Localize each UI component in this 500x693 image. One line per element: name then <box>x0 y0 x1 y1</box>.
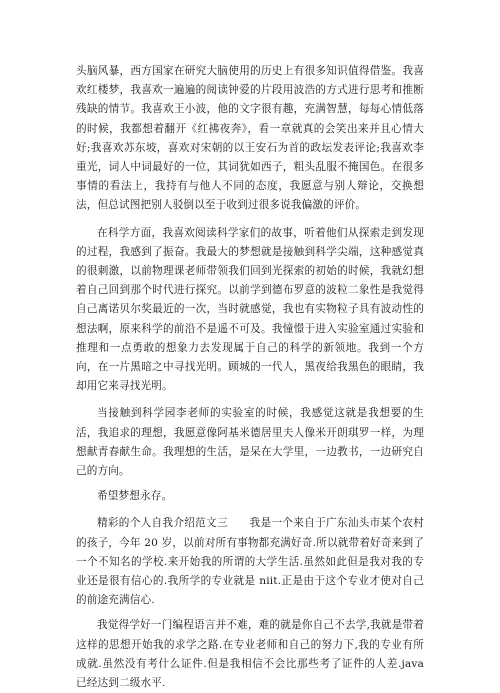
paragraph-programming: 我觉得学好一门编程语言并不难，难的就是你自己不去学,我就是带着这样的思想开始我的求学之路.在专业老师和自己的努力下,我的专业有所成就.虽然没有考什么证件.但是我相信不会比那些考了证件的人差.java 已经达到二级水平. <box>76 619 428 690</box>
paragraph-sample-three-intro: 精彩的个人自我介绍范文三 我是一个来自于广东汕头市某个农村的孩子，今年 20 岁，以前对所有事物都充满好奇.所以就带着好奇来到了一个不知名的学校.来开始我的所谓的大学生活.虽然如此但是我对我的专业还是很有信心的.我所学的专业就是 niit.正是由于这个专业才使对自己的前途充满信心. <box>76 517 424 607</box>
paragraph-lab-ideal-life: 当接触到科学园李老师的实验室的时候，我感觉这就是我想要的生活，我追求的理想，我愿意像阿基米德居里夫人像米开朗琪罗一样，为理想献青春献生命。我理想的生活，是呆在大学里，一边教书，一边研究自己的方向。 <box>76 407 424 478</box>
paragraph-reading-interests: 头脑风暴，西方国家在研究大脑使用的历史上有很多知识值得借鉴。我喜欢红楼梦，我喜欢一遍遍的阅读钟爱的片段用波浩的方式进行思考和推断残缺的情节。我喜欢王小波，他的文字很有趣，充满智慧，每每心情低落的时候，我都想着翻开《红拂夜奔》，看一章就真的会笑出来并且心情大好;我喜欢苏东坡，喜欢对宋朝的以王安石为首的政坛发表评论;我喜欢李重光，词人中词最好的一位，其词犹如西子，粗头乱服不掩国色。在很多事情的看法上，我持有与他人不同的态度，我愿意与别人辩论，交换想法，但总试图把别人驳倒以至于收到过很多说我偏激的评价。 <box>76 65 424 212</box>
paragraph-dream-wish: 希望梦想永存。 <box>97 490 173 503</box>
paragraph-science-interests: 在科学方面，我喜欢阅读科学家们的故事，听着他们从探索走到发现的过程，我感到了振奋。我最大的梦想就是接触到科学尖端，这种感觉真的很刺激，以前物理课老师带领我们回到光探索的初始的时候，我就幻想着自己回到那个时代进行探究。以前学到德布罗意的波粒二象性是我觉得自己离诺贝尔奖最近的一次，当时就感觉，我也有实物粒子具有波动性的想法啊，原来科学的前沿不是遥不可及。我憧憬于进入实验室通过实验和推理和一点勇敢的想象力去发现属于自己的科学的新领地。我到一个方向，在一片黑暗之中寻找光明。顾城的一代人，黑夜给我黑色的眼睛，我却用它来寻找光明。 <box>76 226 424 393</box>
